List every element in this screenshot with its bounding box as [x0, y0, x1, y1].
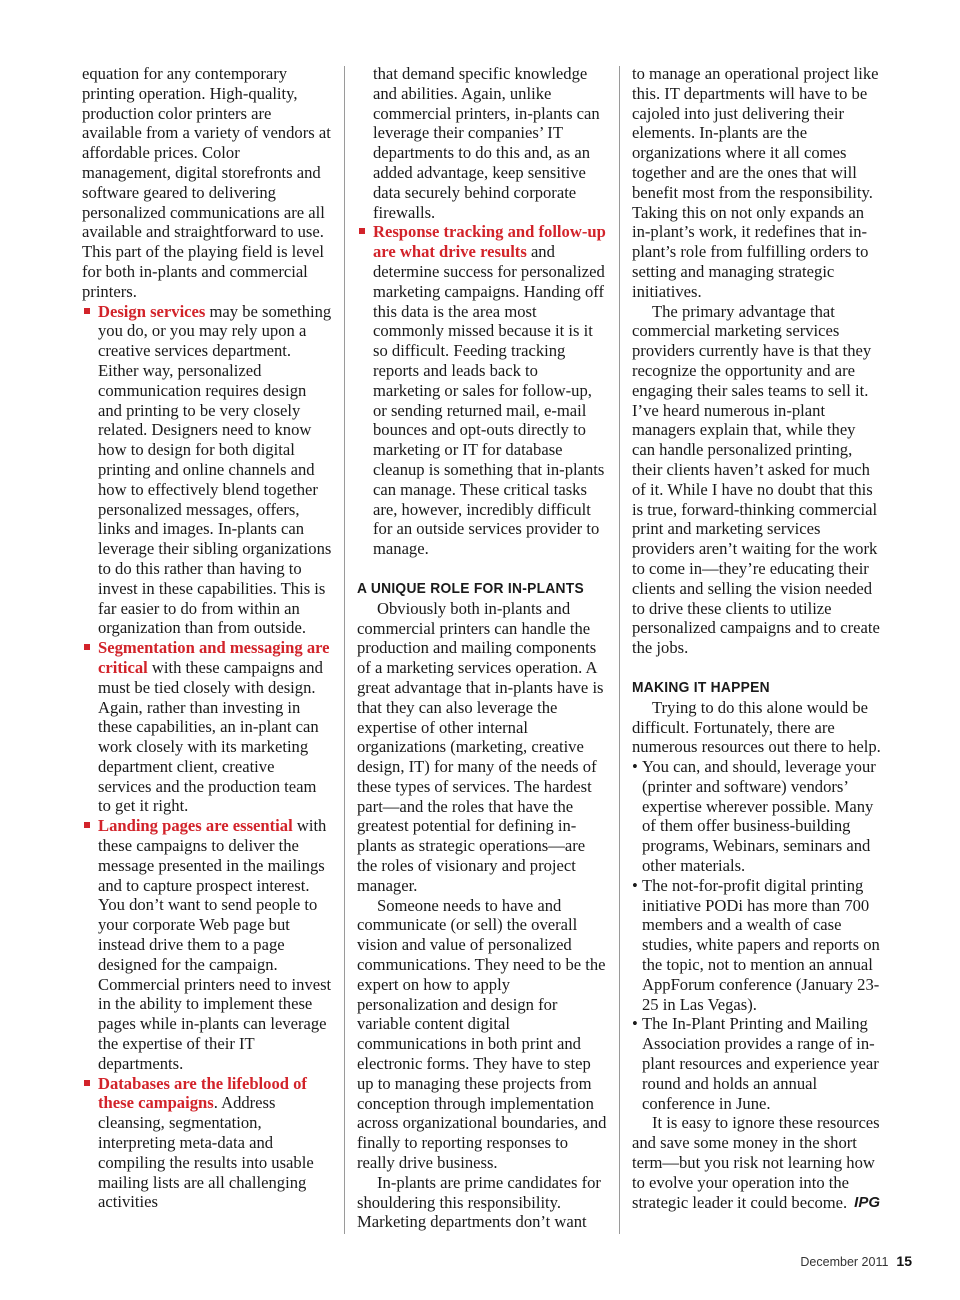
list-item [632, 1014, 882, 1113]
square-bullet-icon [359, 228, 365, 234]
bullet-heading: Design services [98, 301, 206, 321]
bullet-text: may be something you do, or you may rely upon a creative services department. Either way, personalized communication requires design and printing to be very closely related. Designers need to know how to design for both digital printing and online channels and how to effectively blend together personalized messages, offers, links and images. In-plants can leverage their sibling organizations to do this rather than having to invest in these capabilities. This is far easier to do from within an organization than from outside. [98, 301, 332, 638]
column-3 [632, 64, 882, 1212]
bullet-heading: Landing pages are essential [98, 816, 293, 836]
paragraph: Obviously both in-plants and commercial printers can handle the production and mailing components of a marketing services operation. A great advantage that in-plants have is that they can also leverage the expertise of other internal organizations (marketing, creative design, IT) for many of the needs of these types of services. The hardest part—and the roles that have the greatest potential for defining in-plants as strategic operations—are the roles of visionary and project manager. [357, 598, 604, 895]
bullet-text: with these campaigns to deliver the message presented in the mailings and to capture prospect interest. You don’t want to send people to your corporate Web page but instead drive them to a page designed for the campaign. Commercial printers need to invest in the ability to implement these pages while in-plants can leverage the expertise of their IT departments. [98, 816, 332, 1073]
bullet-heading: Databases are the lifeblood of these campaigns [98, 1073, 307, 1113]
signoff-mark: IPG [854, 1193, 880, 1211]
column-1 [82, 64, 332, 1212]
column-2 [357, 64, 609, 1232]
list-item [632, 876, 882, 1015]
list-item-text: The In-Plant Printing and Mailing Association provides a range of in-plant resources and experience year round and holds an annual conference in June. [642, 1014, 879, 1113]
paragraph: Someone needs to have and communicate (or sell) the overall vision and value of personalized communications. They need to be the expert on how to apply personalization and design for variable content digital communications in both print and electronic forms. They have to step up to managing these projects from conception through implementation across organizational boundaries, and finally to reporting responses to really drive business. [357, 895, 607, 1173]
list-item-text: The not-for-profit digital printing initiative PODi has more than 700 members and a wealth of case studies, white papers and reports on the topic, not to mention an annual AppForum conference (January 23-25 in Las Vegas). [642, 875, 880, 1014]
column-divider [344, 66, 345, 1234]
section-heading: MAKING IT HAPPEN [632, 678, 770, 696]
list-item [632, 757, 882, 876]
paragraph: The primary advantage that commercial marketing services providers currently have is that they recognize the opportunity and are engaging their sales teams to sell it. I’ve heard numerous in-plant managers explain that, while they can handle personalized printing, their clients haven’t asked for much of it. While I have no doubt that this is true, forward-thinking commercial print and marketing services providers aren’t waiting for the work to come in—they’re educating their clients and selling the vision needed to drive these clients to utilize personalized campaigns and to create the jobs. [632, 301, 880, 658]
page-footer [800, 1253, 912, 1269]
bullet-heading: Response tracking and follow-up are what drive results [373, 222, 606, 262]
bullet-dot-icon: • [632, 757, 638, 777]
bullet-dot-icon: • [632, 875, 638, 895]
issue-date: December 2011 [800, 1255, 889, 1269]
bullet-item [357, 222, 609, 559]
paragraph: Trying to do this alone would be difficult. Fortunately, there are numerous resources out there to help. [632, 697, 881, 757]
bullet-item [82, 1074, 332, 1213]
square-bullet-icon [84, 822, 90, 828]
paragraph: equation for any contemporary printing operation. High-quality, production color printers are available from a variety of vendors at affordable prices. Color management, digital storefronts and software geared to delivering personalized communications are all available and straightforward to use. This part of the playing field is level for both in-plants and commercial printers. [82, 64, 331, 301]
bullet-dot-icon: • [632, 1014, 638, 1034]
bullet-text: with these campaigns and must be tied closely with design. Again, rather than investing in these capabilities, an in-plant can work closely with its marketing department client, creative services and the production team to get it right. [98, 657, 323, 816]
bullet-item [82, 302, 332, 639]
square-bullet-icon [84, 644, 90, 650]
bullet-item [82, 638, 332, 816]
bullet-text: . Address cleansing, segmentation, interpreting meta-data and compiling the results into usable mailing lists are all challenging activities [98, 1093, 314, 1212]
page-number: 15 [896, 1253, 912, 1269]
closing-text: It is easy to ignore these resources and save some money in the short term—but you risk not learning how to evolve your operation into the strategic leader it could become. [632, 1113, 880, 1212]
bullet-heading: Segmentation and messaging are critical [98, 638, 330, 677]
bullet-text: and determine success for personalized marketing campaigns. Handing off this data is the area most commonly missed because it is it so difficult. Feeding tracking reports and leads back to marketing or sales for follow-up, or sending returned mail, e-mail bounces and opt-outs directly to marketing or IT for database cleanup is something that in-plants can manage. These critical tasks are, however, incredibly difficult for an outside services provider to manage. [373, 242, 605, 559]
bullet-item [82, 816, 332, 1073]
section-heading: A UNIQUE ROLE FOR IN-PLANTS [357, 579, 584, 597]
paragraph [632, 1113, 882, 1212]
square-bullet-icon [84, 308, 90, 314]
paragraph: that demand specific knowledge and abilities. Again, unlike commercial printers, in-plants can leverage their companies’ IT departments to do this and, as an added advantage, keep sensitive data securely behind corporate firewalls. [373, 64, 600, 222]
square-bullet-icon [84, 1080, 90, 1086]
paragraph: In-plants are prime candidates for shouldering this responsibility. Marketing departments don’t want [357, 1172, 601, 1232]
column-divider [619, 66, 620, 1234]
paragraph: to manage an operational project like this. IT departments will have to be cajoled into just delivering their elements. In-plants are the organizations where it all comes together and are the ones that will benefit most from the responsibility. Taking this on not only expands an in-plant’s work, it redefines that in-plant’s role from fulfilling orders to setting and managing strategic initiatives. [632, 64, 879, 301]
list-item-text: You can, and should, leverage your (printer and software) vendors’ expertise wherever possible. Many of them offer business-building programs, Webinars, seminars and other materials. [642, 757, 876, 876]
